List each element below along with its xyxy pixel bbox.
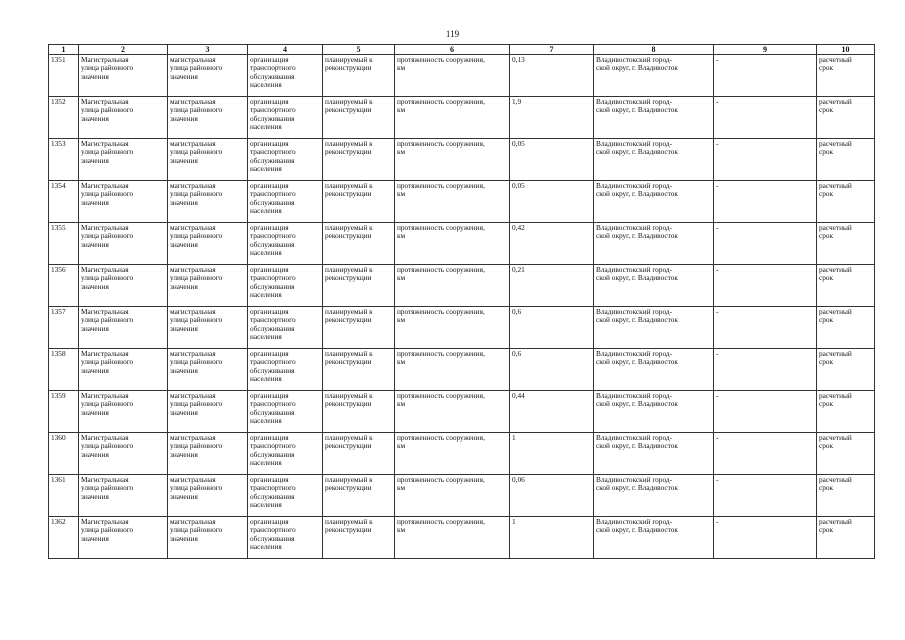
- cell-characteristic: протяженность сооружения, км: [395, 391, 510, 433]
- cell-object-type: магистральная улица районного значения: [168, 181, 248, 223]
- cell-purpose: организация транспортного обслуживания населения: [248, 181, 323, 223]
- cell-value: 0,13: [510, 55, 594, 97]
- cell-number: 1358: [49, 349, 79, 391]
- cell-object-type: магистральная улица районного значения: [168, 223, 248, 265]
- cell-term: расчетный срок: [817, 349, 875, 391]
- cell-number: 1353: [49, 139, 79, 181]
- cell-number: 1360: [49, 433, 79, 475]
- cell-status: планируемый к реконструкции: [323, 349, 395, 391]
- table-row: [49, 349, 875, 391]
- table-row: [49, 181, 875, 223]
- column-header-5: 5: [323, 45, 395, 55]
- cell-status: планируемый к реконструкции: [323, 475, 395, 517]
- cell-characteristic: протяженность сооружения, км: [395, 349, 510, 391]
- cell-number: 1359: [49, 391, 79, 433]
- cell-number: 1361: [49, 475, 79, 517]
- cell-location: Владивостокский город- ской округ, г. Владивосток: [594, 433, 714, 475]
- cell-characteristic: протяженность сооружения, км: [395, 181, 510, 223]
- cell-object-type: магистральная улица районного значения: [168, 97, 248, 139]
- cell-term: расчетный срок: [817, 475, 875, 517]
- cell-characteristic: протяженность сооружения, км: [395, 265, 510, 307]
- cell-characteristic: протяженность сооружения, км: [395, 139, 510, 181]
- cell-status: планируемый к реконструкции: [323, 223, 395, 265]
- table-row: [49, 265, 875, 307]
- cell-term: расчетный срок: [817, 433, 875, 475]
- cell-object-type: магистральная улица районного значения: [168, 433, 248, 475]
- column-header-8: 8: [594, 45, 714, 55]
- cell-value: 0,6: [510, 349, 594, 391]
- cell-value: 0,6: [510, 307, 594, 349]
- cell-term: расчетный срок: [817, 265, 875, 307]
- cell-number: 1356: [49, 265, 79, 307]
- cell-purpose: организация транспортного обслуживания населения: [248, 265, 323, 307]
- cell-location: Владивостокский город- ской округ, г. Владивосток: [594, 97, 714, 139]
- cell-zone: -: [714, 55, 817, 97]
- cell-location: Владивостокский город- ской округ, г. Владивосток: [594, 55, 714, 97]
- cell-object-type: магистральная улица районного значения: [168, 265, 248, 307]
- cell-location: Владивостокский город- ской округ, г. Владивосток: [594, 223, 714, 265]
- cell-location: Владивостокский город- ской округ, г. Владивосток: [594, 349, 714, 391]
- cell-object-name: Магистральная улица районного значения: [79, 307, 168, 349]
- cell-object-name: Магистральная улица районного значения: [79, 97, 168, 139]
- cell-number: 1351: [49, 55, 79, 97]
- cell-object-type: магистральная улица районного значения: [168, 139, 248, 181]
- cell-term: расчетный срок: [817, 517, 875, 559]
- cell-characteristic: протяженность сооружения, км: [395, 433, 510, 475]
- cell-purpose: организация транспортного обслуживания населения: [248, 139, 323, 181]
- cell-zone: -: [714, 265, 817, 307]
- cell-term: расчетный срок: [817, 97, 875, 139]
- register-table: [48, 44, 875, 559]
- column-header-2: 2: [79, 45, 168, 55]
- cell-value: 0,05: [510, 139, 594, 181]
- cell-value: 1,9: [510, 97, 594, 139]
- cell-value: 0,42: [510, 223, 594, 265]
- table-row: [49, 517, 875, 559]
- table-row: [49, 139, 875, 181]
- cell-object-name: Магистральная улица районного значения: [79, 517, 168, 559]
- cell-object-name: Магистральная улица районного значения: [79, 433, 168, 475]
- cell-value: 0,21: [510, 265, 594, 307]
- cell-term: расчетный срок: [817, 181, 875, 223]
- cell-characteristic: протяженность сооружения, км: [395, 517, 510, 559]
- table-body: [49, 55, 875, 559]
- cell-object-type: магистральная улица районного значения: [168, 55, 248, 97]
- header-row: [49, 45, 875, 55]
- cell-characteristic: протяженность сооружения, км: [395, 97, 510, 139]
- column-header-3: 3: [168, 45, 248, 55]
- cell-term: расчетный срок: [817, 223, 875, 265]
- cell-zone: -: [714, 517, 817, 559]
- cell-object-type: магистральная улица районного значения: [168, 307, 248, 349]
- cell-object-type: магистральная улица районного значения: [168, 349, 248, 391]
- cell-status: планируемый к реконструкции: [323, 433, 395, 475]
- cell-object-name: Магистральная улица районного значения: [79, 265, 168, 307]
- cell-value: 0,05: [510, 181, 594, 223]
- cell-status: планируемый к реконструкции: [323, 139, 395, 181]
- cell-purpose: организация транспортного обслуживания населения: [248, 517, 323, 559]
- column-header-7: 7: [510, 45, 594, 55]
- cell-characteristic: протяженность сооружения, км: [395, 475, 510, 517]
- cell-zone: -: [714, 97, 817, 139]
- cell-location: Владивостокский город- ской округ, г. Владивосток: [594, 475, 714, 517]
- cell-purpose: организация транспортного обслуживания населения: [248, 223, 323, 265]
- cell-object-type: магистральная улица районного значения: [168, 391, 248, 433]
- table-row: [49, 97, 875, 139]
- cell-location: Владивостокский город- ской округ, г. Владивосток: [594, 307, 714, 349]
- table-row: [49, 433, 875, 475]
- cell-object-name: Магистральная улица районного значения: [79, 139, 168, 181]
- cell-zone: -: [714, 181, 817, 223]
- cell-value: 0,44: [510, 391, 594, 433]
- cell-term: расчетный срок: [817, 139, 875, 181]
- table-row: [49, 391, 875, 433]
- cell-value: 1: [510, 517, 594, 559]
- page-number: 119: [445, 29, 460, 39]
- cell-location: Владивостокский город- ской округ, г. Владивосток: [594, 181, 714, 223]
- table-row: [49, 475, 875, 517]
- cell-term: расчетный срок: [817, 307, 875, 349]
- cell-characteristic: протяженность сооружения, км: [395, 223, 510, 265]
- cell-location: Владивостокский город- ской округ, г. Владивосток: [594, 139, 714, 181]
- cell-zone: -: [714, 391, 817, 433]
- cell-status: планируемый к реконструкции: [323, 181, 395, 223]
- cell-zone: -: [714, 475, 817, 517]
- cell-purpose: организация транспортного обслуживания населения: [248, 391, 323, 433]
- column-header-10: 10: [817, 45, 875, 55]
- cell-status: планируемый к реконструкции: [323, 391, 395, 433]
- cell-purpose: организация транспортного обслуживания населения: [248, 307, 323, 349]
- cell-zone: -: [714, 223, 817, 265]
- cell-number: 1354: [49, 181, 79, 223]
- cell-number: 1357: [49, 307, 79, 349]
- column-header-9: 9: [714, 45, 817, 55]
- cell-value: 1: [510, 433, 594, 475]
- column-header-1: 1: [49, 45, 79, 55]
- column-header-4: 4: [248, 45, 323, 55]
- cell-term: расчетный срок: [817, 55, 875, 97]
- cell-status: планируемый к реконструкции: [323, 97, 395, 139]
- cell-status: планируемый к реконструкции: [323, 307, 395, 349]
- cell-number: 1362: [49, 517, 79, 559]
- cell-purpose: организация транспортного обслуживания населения: [248, 97, 323, 139]
- cell-term: расчетный срок: [817, 391, 875, 433]
- cell-object-type: магистральная улица районного значения: [168, 517, 248, 559]
- column-header-6: 6: [395, 45, 510, 55]
- cell-object-name: Магистральная улица районного значения: [79, 181, 168, 223]
- table-row: [49, 55, 875, 97]
- cell-location: Владивостокский город- ской округ, г. Владивосток: [594, 517, 714, 559]
- cell-object-name: Магистральная улица районного значения: [79, 55, 168, 97]
- cell-object-name: Магистральная улица районного значения: [79, 391, 168, 433]
- cell-zone: -: [714, 307, 817, 349]
- table-header: [49, 45, 875, 55]
- cell-purpose: организация транспортного обслуживания населения: [248, 55, 323, 97]
- cell-object-type: магистральная улица районного значения: [168, 475, 248, 517]
- cell-number: 1355: [49, 223, 79, 265]
- cell-location: Владивостокский город- ской округ, г. Владивосток: [594, 265, 714, 307]
- cell-purpose: организация транспортного обслуживания населения: [248, 349, 323, 391]
- cell-status: планируемый к реконструкции: [323, 55, 395, 97]
- cell-characteristic: протяженность сооружения, км: [395, 55, 510, 97]
- cell-zone: -: [714, 433, 817, 475]
- cell-object-name: Магистральная улица районного значения: [79, 349, 168, 391]
- cell-location: Владивостокский город- ской округ, г. Владивосток: [594, 391, 714, 433]
- cell-purpose: организация транспортного обслуживания населения: [248, 475, 323, 517]
- cell-characteristic: протяженность сооружения, км: [395, 307, 510, 349]
- cell-zone: -: [714, 139, 817, 181]
- cell-value: 0,06: [510, 475, 594, 517]
- cell-object-name: Магистральная улица районного значения: [79, 475, 168, 517]
- table-row: [49, 307, 875, 349]
- cell-zone: -: [714, 349, 817, 391]
- cell-number: 1352: [49, 97, 79, 139]
- cell-purpose: организация транспортного обслуживания населения: [248, 433, 323, 475]
- table-row: [49, 223, 875, 265]
- cell-status: планируемый к реконструкции: [323, 517, 395, 559]
- cell-object-name: Магистральная улица районного значения: [79, 223, 168, 265]
- cell-status: планируемый к реконструкции: [323, 265, 395, 307]
